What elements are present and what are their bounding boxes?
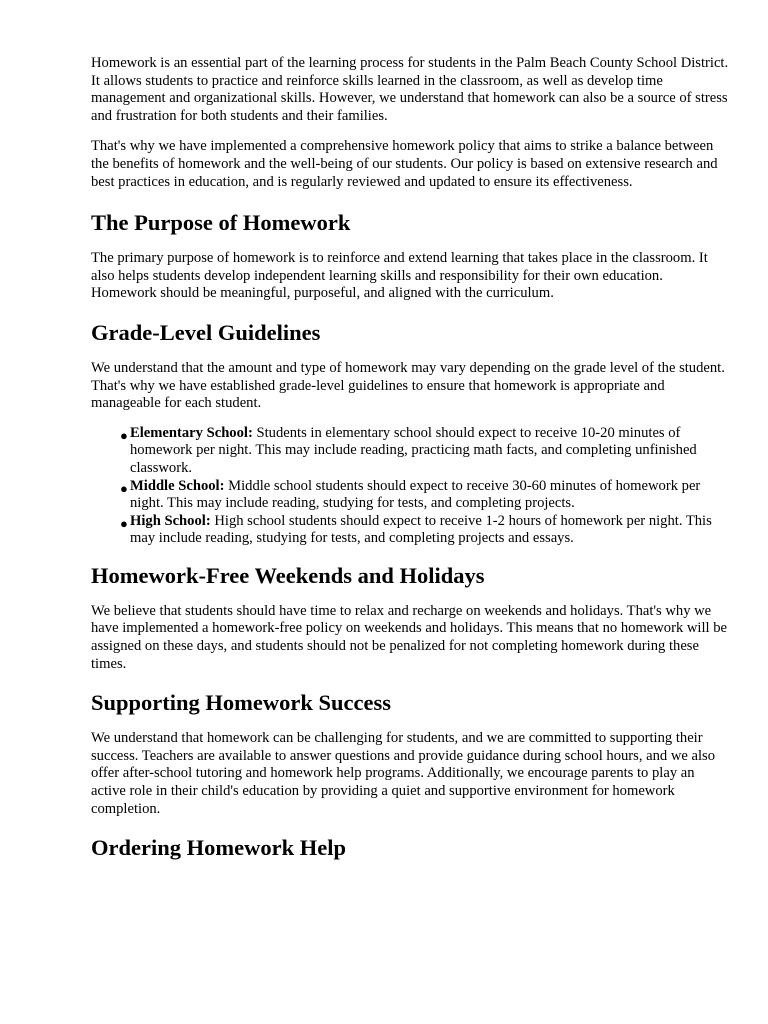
guidelines-paragraph: We understand that the amount and type of homework may vary depending on the grade level of the student. That's why we have established grade-level guidelines to ensure that homework is appropriate and manageable for each student. <box>91 359 725 412</box>
free-heading: Homework-Free Weekends and Holidays <box>91 562 485 588</box>
bullet-icon: ● <box>120 427 128 443</box>
bullet-icon: ● <box>120 515 128 531</box>
list-item-text: Middle school students should expect to receive 30-60 minutes of homework per night. This may include reading, studying for tests, and completing projects. <box>130 477 701 512</box>
list-item-text: High school students should expect to receive 1-2 hours of homework per night. This may include reading, studying for tests, and completing projects and essays. <box>130 512 712 547</box>
support-paragraph: We understand that homework can be challenging for students, and we are committed to supporting their success. Teachers are available to answer questions and provide guidance during school hours, and we also offer after-school tutoring and homework help programs. Additionally, we encourage parents to play an active role in their child's education by providing a quiet and supportive environment for homework completion. <box>91 730 716 817</box>
bullet-icon: ● <box>120 480 128 496</box>
grade-level-list <box>91 425 731 548</box>
document-page <box>91 55 731 862</box>
list-item-label: Elementary School: <box>130 424 253 441</box>
support-heading: Supporting Homework Success <box>91 690 392 716</box>
list-item-elementary <box>120 424 731 478</box>
list-item-label: Middle School: <box>130 477 225 494</box>
free-paragraph: We believe that students should have time to relax and recharge on weekends and holidays. That's why we have implemented a homework-free policy on weekends and holidays. This means that no homework will be assigned on these days, and students should not be penalized for not completing homework during these times. <box>91 602 728 672</box>
list-item-high <box>120 512 731 548</box>
list-item-middle <box>120 477 731 513</box>
list-item-label: High School: <box>130 512 211 529</box>
purpose-paragraph: The primary purpose of homework is to reinforce and extend learning that takes place in the classroom. It also helps students develop independent learning skills and responsibility for their own education. Homework should be meaningful, purposeful, and aligned with the curriculum. <box>91 250 708 302</box>
guidelines-heading: Grade-Level Guidelines <box>91 319 321 345</box>
intro-paragraph-1: Homework is an essential part of the learning process for students in the Palm Beach County School District. It allows students to practice and reinforce skills learned in the classroom, as well as develop time management and organizational skills. However, we understand that homework can also be a source of stress and frustration for both students and their families. <box>91 55 729 124</box>
list-item-text: Students in elementary school should expect to receive 10-20 minutes of homework per night. This may include reading, practicing math facts, and completing unfinished classwork. <box>130 424 697 476</box>
intro-paragraph-2: That's why we have implemented a comprehensive homework policy that aims to strike a balance between the benefits of homework and the well-being of our students. Our policy is based on extensive research and best practices in education, and is regularly reviewed and updated to ensure its effectiveness. <box>91 138 718 190</box>
purpose-heading: The Purpose of Homework <box>91 210 351 236</box>
ordering-heading: Ordering Homework Help <box>91 835 346 861</box>
